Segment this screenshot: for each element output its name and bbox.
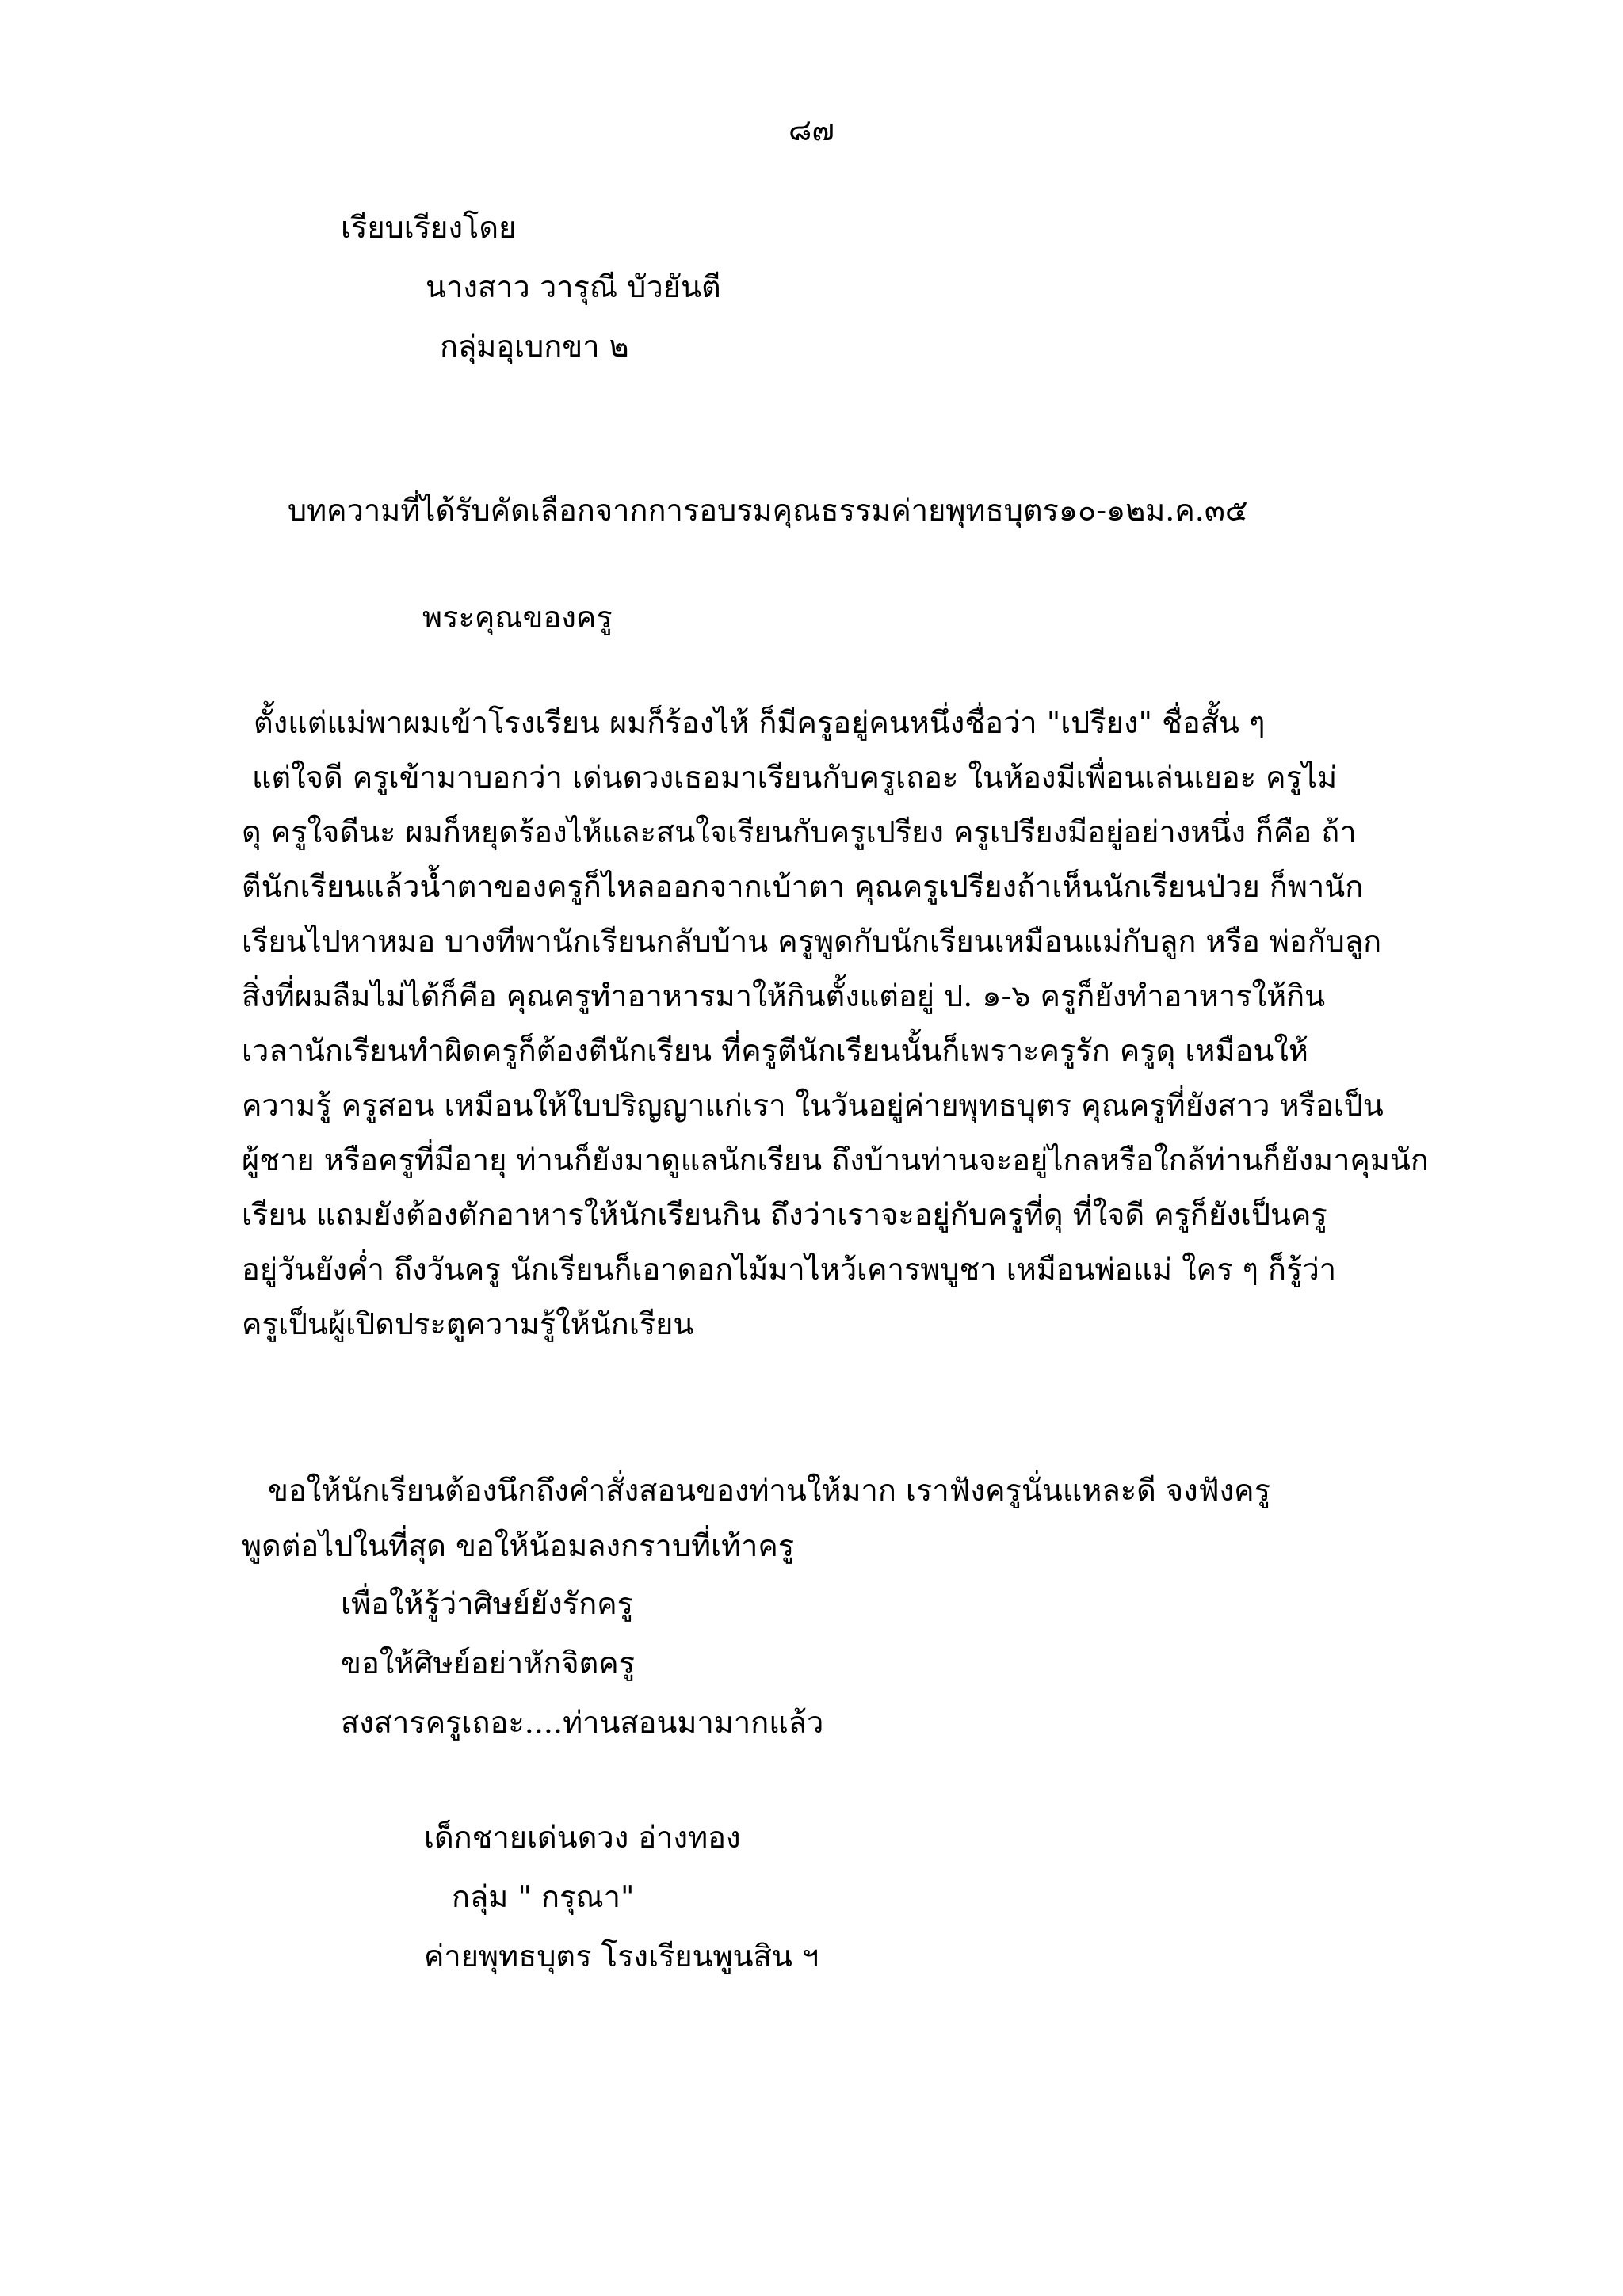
author-group: กลุ่ม " กรุณา" <box>452 1879 635 1914</box>
paragraph-line: เรียน แถมยังต้องตักอาหารให้นักเรียนกิน ถึงว่าเราจะอยู่กับครูที่ดุ ที่ใจดี ครูก็ยังเป็นครู <box>242 1197 1327 1232</box>
author-camp: ค่ายพุทธบุตร โรงเรียนพูนสิน ฯ <box>424 1939 819 1974</box>
paragraph-line: พูดต่อไปในที่สุด ขอให้น้อมลงกราบที่เท้าครู <box>242 1528 795 1563</box>
paragraph-line: แต่ใจดี ครูเข้ามาบอกว่า เด่นดวงเธอมาเรียนกับครูเถอะ ในห้องมีเพื่อนเล่นเยอะ ครูไม่ <box>252 760 1338 795</box>
arranger-group: กลุ่มอุเบกขา ๒ <box>440 329 629 364</box>
paragraph-line: เวลานักเรียนทำผิดครูก็ต้องตีนักเรียน ที่ครูตีนักเรียนนั้นก็เพราะครูรัก ครูดุ เหมือนให้ <box>242 1033 1308 1068</box>
paragraph-line: ตีนักเรียนแล้วน้ำตาของครูก็ไหลออกจากเบ้าตา คุณครูเปรียงถ้าเห็นนักเรียนป่วย ก็พานัก <box>242 869 1364 904</box>
verse-line: เพื่อให้รู้ว่าศิษย์ยังรักครู <box>341 1586 634 1621</box>
page-number: ๘๗ <box>789 113 834 147</box>
author-name: เด็กชายเด่นดวง อ่างทอง <box>424 1820 741 1855</box>
arranged-by-label: เรียบเรียงโดย <box>341 210 517 245</box>
paragraph-line: ขอให้นักเรียนต้องนึกถึงคำสั่งสอนของท่านให้มาก เราฟังครูนั่นแหละดี จงฟังครู <box>268 1473 1271 1508</box>
paragraph-line: ตั้งแต่แม่พาผมเข้าโรงเรียน ผมก็ร้องไห้ ก็มีครูอยู่คนหนึ่งชื่อว่า "เปรียง" ชื่อสั้น ๆ <box>254 705 1266 740</box>
verse-line: ขอให้ศิษย์อย่าหักจิตครู <box>341 1646 636 1680</box>
paragraph-line: ความรู้ ครูสอน เหมือนให้ใบปริญญาแก่เรา ในวันอยู่ค่ายพุทธบุตร คุณครูที่ยังสาว หรือเป็น <box>242 1088 1384 1123</box>
arranger-name: นางสาว วารุณี บัวยันตี <box>426 269 721 304</box>
essay-title: พระคุณของครู <box>422 600 613 635</box>
paragraph-line: เรียนไปหาหมอ บางทีพานักเรียนกลับบ้าน ครูพูดกับนักเรียนเหมือนแม่กับลูก หรือ พ่อกับลูก <box>242 924 1382 959</box>
paragraph-line: อยู่วันยังค่ำ ถึงวันครู นักเรียนก็เอาดอกไม้มาไหว้เคารพบูชา เหมือนพ่อแม่ ใคร ๆ ก็รู้ว่า <box>242 1252 1337 1287</box>
paragraph-line: ครูเป็นผู้เปิดประตูความรู้ให้นักเรียน <box>242 1306 694 1341</box>
paragraph-line: สิ่งที่ผมลืมไม่ได้ก็คือ คุณครูทำอาหารมาให้กินตั้งแต่อยู่ ป. ๑-๖ ครูก็ยังทำอาหารให้กิน <box>242 978 1326 1013</box>
paragraph-line: ดุ ครูใจดีนะ ผมก็หยุดร้องไห้และสนใจเรียนกับครูเปรียง ครูเปรียงมีอยู่อย่างหนึ่ง ก็คือ ถ้า <box>242 814 1357 849</box>
article-heading: บทความที่ได้รับคัดเลือกจากการอบรมคุณธรรมค่ายพุทธบุตร๑๐-๑๒ม.ค.๓๕ <box>288 493 1248 528</box>
verse-line: สงสารครูเถอะ....ท่านสอนมามากแล้ว <box>341 1705 824 1740</box>
paragraph-line: ผู้ชาย หรือครูที่มีอายุ ท่านก็ยังมาดูแลนักเรียน ถึงบ้านท่านจะอยู่ไกลหรือใกล้ท่านก็ยังมาคุมนัก <box>242 1142 1429 1177</box>
